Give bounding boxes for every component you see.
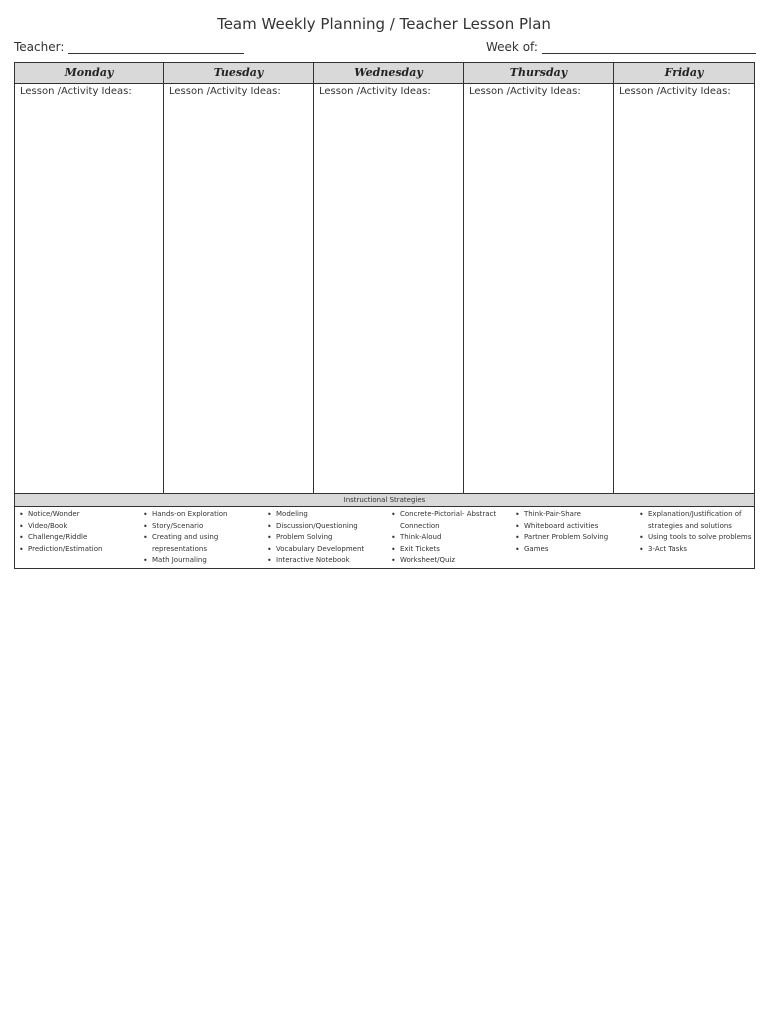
instructional-strategies-panel [14,494,755,569]
day-header: Monday [15,63,163,84]
strategy-item: • Notice/Wonder [19,509,143,521]
strategy-item: • 3-Act Tasks [639,544,754,556]
week-of-field[interactable] [486,40,756,54]
strategy-item: • Challenge/Riddle [19,532,143,544]
strategy-item: • Worksheet/Quiz [391,555,515,567]
strategy-column [639,509,754,567]
strategy-item: • Story/Scenario [143,521,267,533]
strategy-item: • Prediction/Estimation [19,544,143,556]
strategy-item: • Think-Aloud [391,532,515,544]
strategy-item: • Discussion/Questioning [267,521,391,533]
weekly-planning-table [14,62,755,494]
strategy-item: • Concrete-Pictorial- Abstract Connection [391,509,515,532]
strategy-column [19,509,143,567]
day-notes-area[interactable] [15,84,163,493]
day-notes-area[interactable] [314,84,463,493]
strategy-item: • Partner Problem Solving [515,532,639,544]
teacher-label: Teacher: [14,40,65,54]
week-of-label: Week of: [486,40,538,54]
strategy-column [391,509,515,567]
lesson-ideas-label: Lesson /Activity Ideas: [469,86,581,97]
week-of-blank-line[interactable] [542,42,756,54]
strategy-item: • Using tools to solve problems [639,532,754,544]
strategy-item: • Interactive Notebook [267,555,391,567]
day-column-wednesday [314,63,464,493]
strategy-item: • Creating and using representations [143,532,267,555]
day-column-thursday [464,63,614,493]
day-notes-area[interactable] [164,84,313,493]
day-notes-area[interactable] [614,84,754,493]
day-header: Friday [614,63,754,84]
day-header: Tuesday [164,63,313,84]
teacher-field[interactable] [14,40,244,54]
day-header: Wednesday [314,63,463,84]
strategy-item: • Hands-on Exploration [143,509,267,521]
day-header: Thursday [464,63,613,84]
strategies-heading: Instructional Strategies [15,494,754,507]
strategy-item: • Video/Book [19,521,143,533]
strategy-item: • Math Journaling [143,555,267,567]
page-title: Team Weekly Planning / Teacher Lesson Plan [217,15,551,33]
strategy-column [515,509,639,567]
lesson-ideas-label: Lesson /Activity Ideas: [619,86,731,97]
day-column-monday [15,63,164,493]
strategy-column [267,509,391,567]
strategy-column [143,509,267,567]
lesson-ideas-label: Lesson /Activity Ideas: [319,86,431,97]
strategy-item: • Vocabulary Development [267,544,391,556]
lesson-ideas-label: Lesson /Activity Ideas: [20,86,132,97]
strategy-item: • Whiteboard activities [515,521,639,533]
day-column-tuesday [164,63,314,493]
lesson-ideas-label: Lesson /Activity Ideas: [169,86,281,97]
strategy-item: • Modeling [267,509,391,521]
teacher-blank-line[interactable] [68,42,244,54]
strategy-item: • Think-Pair-Share [515,509,639,521]
strategy-item: • Exit Tickets [391,544,515,556]
day-column-friday [614,63,754,493]
strategy-item: • Explanation/Justification of strategies and solutions [639,509,754,532]
day-notes-area[interactable] [464,84,613,493]
strategy-item: • Problem Solving [267,532,391,544]
strategy-item: • Games [515,544,639,556]
